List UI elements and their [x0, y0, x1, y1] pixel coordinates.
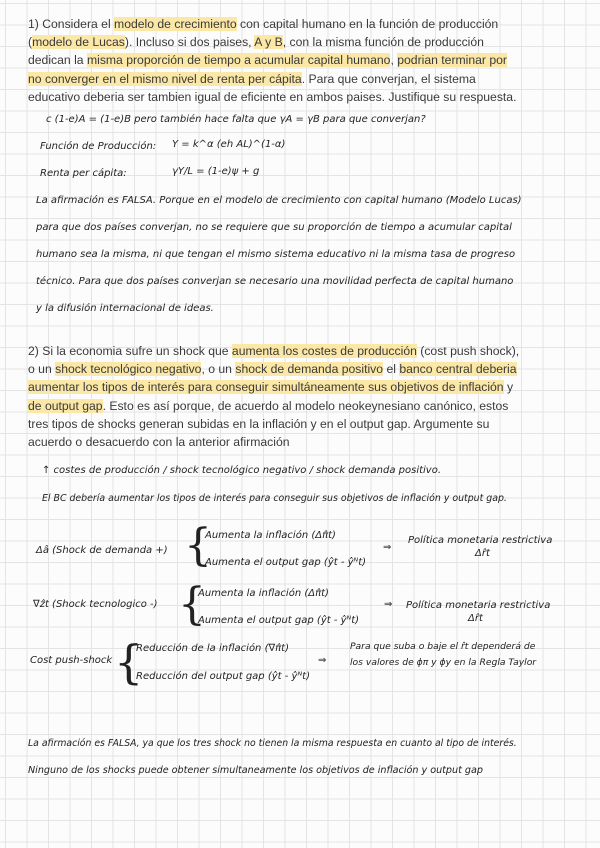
answer-1-line: técnico. Para que dos países converjan se necesario una movilidad perfecta de capital humano — [36, 276, 514, 287]
costpush-shock-brace: { — [114, 635, 144, 689]
highlighted-text: podrian terminar por — [397, 53, 507, 68]
conclusion-line: La afirmación es FALSA, ya que los tres shock no tienen la misma respuesta en cuanto al tipo de interés. — [28, 738, 517, 749]
q1-line — [28, 51, 576, 69]
answer-1-line: humano sea la misma, ni que tengan el mismo sistema educativo ni la misma tasa de progreso — [36, 249, 516, 260]
text-segment: el — [383, 362, 400, 377]
text-segment: , — [390, 53, 398, 68]
highlighted-text: aumentar los tipos de interés para conseguir simultáneamente sus objetivos de inflación — [28, 380, 504, 395]
tech-effect-inflation: Aumenta la inflación (Δπ̂t) — [198, 588, 329, 599]
text-segment: (cost push shock), — [416, 344, 520, 358]
text-segment: 2) Si la economia sufre un shock que — [28, 344, 232, 358]
text-segment: y — [503, 380, 514, 395]
demand-policy-rate: Δr̂t — [475, 548, 490, 559]
demand-effect-inflation: Aumenta la inflación (Δπ̂t) — [205, 530, 336, 541]
q2-line — [28, 415, 576, 433]
demand-policy: Política monetaria restrictiva — [408, 535, 553, 546]
highlighted-text: de output gap — [28, 398, 103, 413]
highlighted-text: banco central deberia — [399, 362, 517, 377]
text-segment: . Esto es así porque, de acuerdo al modelo neokeynesiano canónico, estos — [102, 398, 509, 413]
q1-line — [28, 15, 576, 33]
tech-shock-brace: { — [178, 579, 206, 630]
highlighted-text: misma proporción de tiempo a acumular capital humano — [86, 53, 391, 68]
shocks-title: ↑ costes de producción / shock tecnológico negativo / shock demanda positivo. — [42, 465, 442, 476]
costpush-note-line-2: los valores de ϕπ y ϕy en la Regla Taylor — [350, 657, 537, 668]
highlighted-text: aumenta los costes de producción — [231, 344, 417, 358]
text-segment: , o un — [201, 362, 236, 377]
text-segment: o un — [28, 362, 56, 377]
text-segment: 1) Considera el — [28, 17, 115, 31]
costpush-effect-output-gap: Reducción del output gap (ŷt - ŷᴺt) — [136, 671, 310, 682]
text-segment: ). Incluso si dos paises, — [124, 35, 255, 50]
highlighted-text: no converger en el mismo nivel de renta per cápita — [28, 71, 302, 86]
q2-line — [28, 342, 576, 360]
costpush-arrow-icon: ⇒ — [318, 655, 327, 666]
convergence-condition: c (1-e)A = (1-e)B pero también hace falta que γA = γB para que converjan? — [46, 114, 426, 125]
tech-effect-output-gap: Aumenta el output gap (ŷt - ŷᴺt) — [198, 615, 360, 626]
text-segment: educativo deberia ser tambien igual de eficiente en ambos paises. Justifique su respuesta. — [28, 89, 517, 104]
text-segment: dedican la — [28, 53, 87, 68]
costpush-shock-label: Cost push-shock — [30, 655, 113, 666]
q2-line — [28, 360, 576, 378]
highlighted-text: shock de demanda positivo — [235, 362, 384, 377]
q2-line — [28, 433, 576, 451]
highlighted-text: modelo de crecimiento — [114, 17, 237, 31]
costpush-effect-inflation: Reducción de la inflación (∇π̂t) — [136, 643, 290, 654]
text-segment: ( — [28, 35, 33, 50]
highlighted-text: modelo de Lucas — [32, 35, 125, 50]
q1-line — [28, 33, 576, 51]
highlighted-text: A y B — [254, 35, 283, 50]
text-segment: , con la misma función de producción — [282, 35, 484, 50]
text-segment: . Para que converjan, el sistema — [301, 71, 476, 86]
answer-1-line: La afirmación es FALSA. Porque en el modelo de crecimiento con capital humano (Modelo Lucas) — [36, 195, 522, 206]
answer-1-line: para que dos países converjan, no se requiere que su proporción de tiempo a acumular capital — [36, 222, 512, 233]
text-segment: acuerdo o desacuerdo con la anterior afirmación — [28, 435, 290, 450]
highlighted-text: shock tecnológico negativo — [55, 362, 202, 377]
question-1 — [28, 15, 576, 106]
demand-shock-brace: { — [184, 520, 212, 571]
income-label: Renta per cápita: — [40, 168, 127, 179]
q1-line — [28, 70, 576, 88]
text-segment: tres tipos de shocks generan subidas en la inflación y en el output gap. Argumente su — [28, 416, 490, 431]
demand-shock-label: Δâ (Shock de demanda +) — [36, 545, 168, 556]
production-function-label: Función de Producción: — [40, 141, 157, 152]
demand-arrow-icon: ⇒ — [383, 542, 392, 553]
tech-policy: Política monetaria restrictiva — [406, 600, 551, 611]
q2-line — [28, 397, 576, 415]
tech-shock-label: ∇ẑt (Shock tecnologico -) — [33, 599, 158, 610]
q2-line — [28, 378, 576, 396]
text-segment: con capital humano en la función de producción — [236, 17, 499, 31]
production-function-formula: Y = k^α (eh AL)^(1-α) — [172, 139, 286, 150]
costpush-note-line-1: Para que suba o baje el r̂t dependerá de — [350, 641, 536, 652]
tech-arrow-icon: ⇒ — [384, 599, 393, 610]
central-bank-line: El BC debería aumentar los tipos de interés para conseguir sus objetivos de inflación y output gap. — [42, 493, 507, 504]
tech-policy-rate: Δr̂t — [468, 613, 483, 624]
question-2 — [28, 342, 576, 451]
q1-line — [28, 88, 576, 106]
demand-effect-output-gap: Aumenta el output gap (ŷt - ŷᴺt) — [205, 557, 367, 568]
conclusion-line: Ninguno de los shocks puede obtener simultaneamente los objetivos de inflación y output gap — [28, 765, 483, 776]
income-formula: γY/L = (1-e)ψ + g — [172, 166, 260, 177]
answer-1-line: y la difusión internacional de ideas. — [36, 303, 214, 314]
